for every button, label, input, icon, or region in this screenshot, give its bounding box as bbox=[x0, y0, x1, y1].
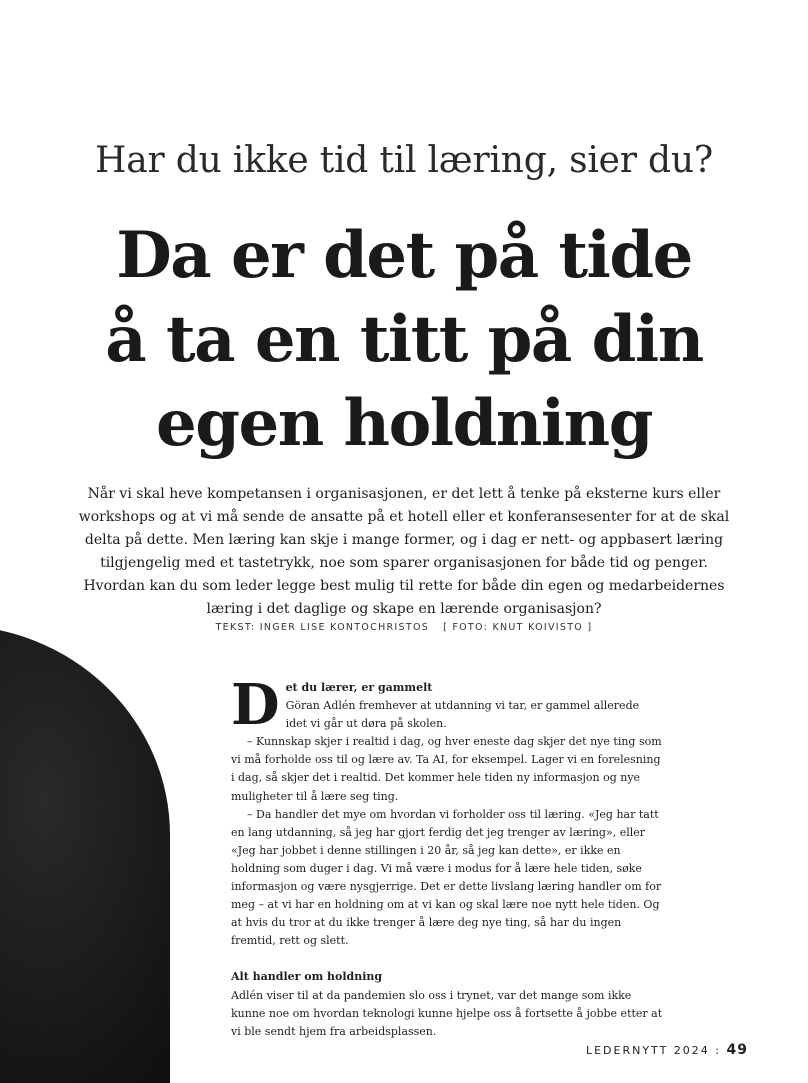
page-number: 49 bbox=[726, 1042, 748, 1058]
section-heading-2: Alt handler om holdning bbox=[231, 970, 383, 984]
section-heading-1: et du lærer, er gammelt bbox=[285, 681, 433, 694]
body-paragraph-3: – Da handler det mye om hvordan vi forholder oss til læring. «Jeg har tatt en lang utdanning, så jeg har gjort ferdig det jeg trenger av læring», eller «Jeg har jobbet i denne stillingen i 20 år, så jeg kan dette», er ikke en holdning som duger i dag. Vi må være i modus for å lære hele tiden, søke informasjon og være nysgjerrige. Det er dette livslang læring handler om for meg – at vi har en holdning om at vi kan og skal lære noe nytt hele tiden. Og at hvis du tror at du ikke trenger å lære deg nye ting, så har du ingen fremtid, rett og slett. bbox=[231, 807, 662, 948]
folio-separator: : bbox=[715, 1044, 722, 1057]
article-lead: Når vi skal heve kompetansen i organisasjonen, er det lett å tenke på eksterne kurs eller workshops og at vi må sende de ansatte på et hotell eller et konferansesenter for at de skal delta på dette. Men læring kan skje i mange former, og i dag er nett- og appbasert læring tilgjengelig med et tastetrykk, noe som sparer organisasjonen for både tid og penger. Hvordan kan du som leder legge best mulig til rette for både din egen og medarbeidernes læring i det daglige og skape en lærende organisasjon? bbox=[78, 486, 730, 617]
article-headline bbox=[0, 214, 808, 466]
folio-publication: LEDERNYTT 2024 bbox=[585, 1044, 710, 1057]
body-paragraph-2: – Kunnskap skjer i realtid i dag, og hver eneste dag skjer det nye ting som vi må forholde oss til og lære av. Ta AI, for eksempel. Lager vi en forelesning i dag, så skjer det i realtid. Det kommer hele tiden ny informasjon og nye muligheter til å lære seg ting. bbox=[231, 735, 662, 803]
byline-photographer: [ FOTO: KNUT KOIVISTO ] bbox=[443, 622, 593, 633]
paragraph-spacer bbox=[231, 950, 663, 968]
body-paragraph-4: Adlén viser til at da pandemien slo oss i trynet, var det mange som ikke kunne noe om hvordan teknologi kunne hjelpe oss å fortsette å jobbe etter at vi ble sendt hjem fra arbeidsplassen. bbox=[231, 988, 663, 1038]
headline-line-1: Da er det på tide bbox=[116, 218, 692, 293]
article-byline bbox=[0, 622, 808, 633]
article-body bbox=[231, 672, 663, 1041]
article-kicker: Har du ikke tid til læring, sier du? bbox=[95, 140, 713, 181]
page-folio bbox=[586, 1042, 748, 1058]
drop-cap: D bbox=[231, 672, 280, 738]
byline-author: TEKST: INGER LISE KONTOCHRISTOS bbox=[215, 622, 430, 633]
headline-line-2: å ta en titt på din bbox=[105, 302, 703, 377]
body-paragraph-1: Göran Adlén fremhever at utdanning vi tar, er gammel allerede idet vi går ut døra på skolen. bbox=[285, 699, 640, 731]
headline-line-3: egen holdning bbox=[156, 386, 652, 461]
portrait-photo bbox=[0, 625, 170, 1083]
